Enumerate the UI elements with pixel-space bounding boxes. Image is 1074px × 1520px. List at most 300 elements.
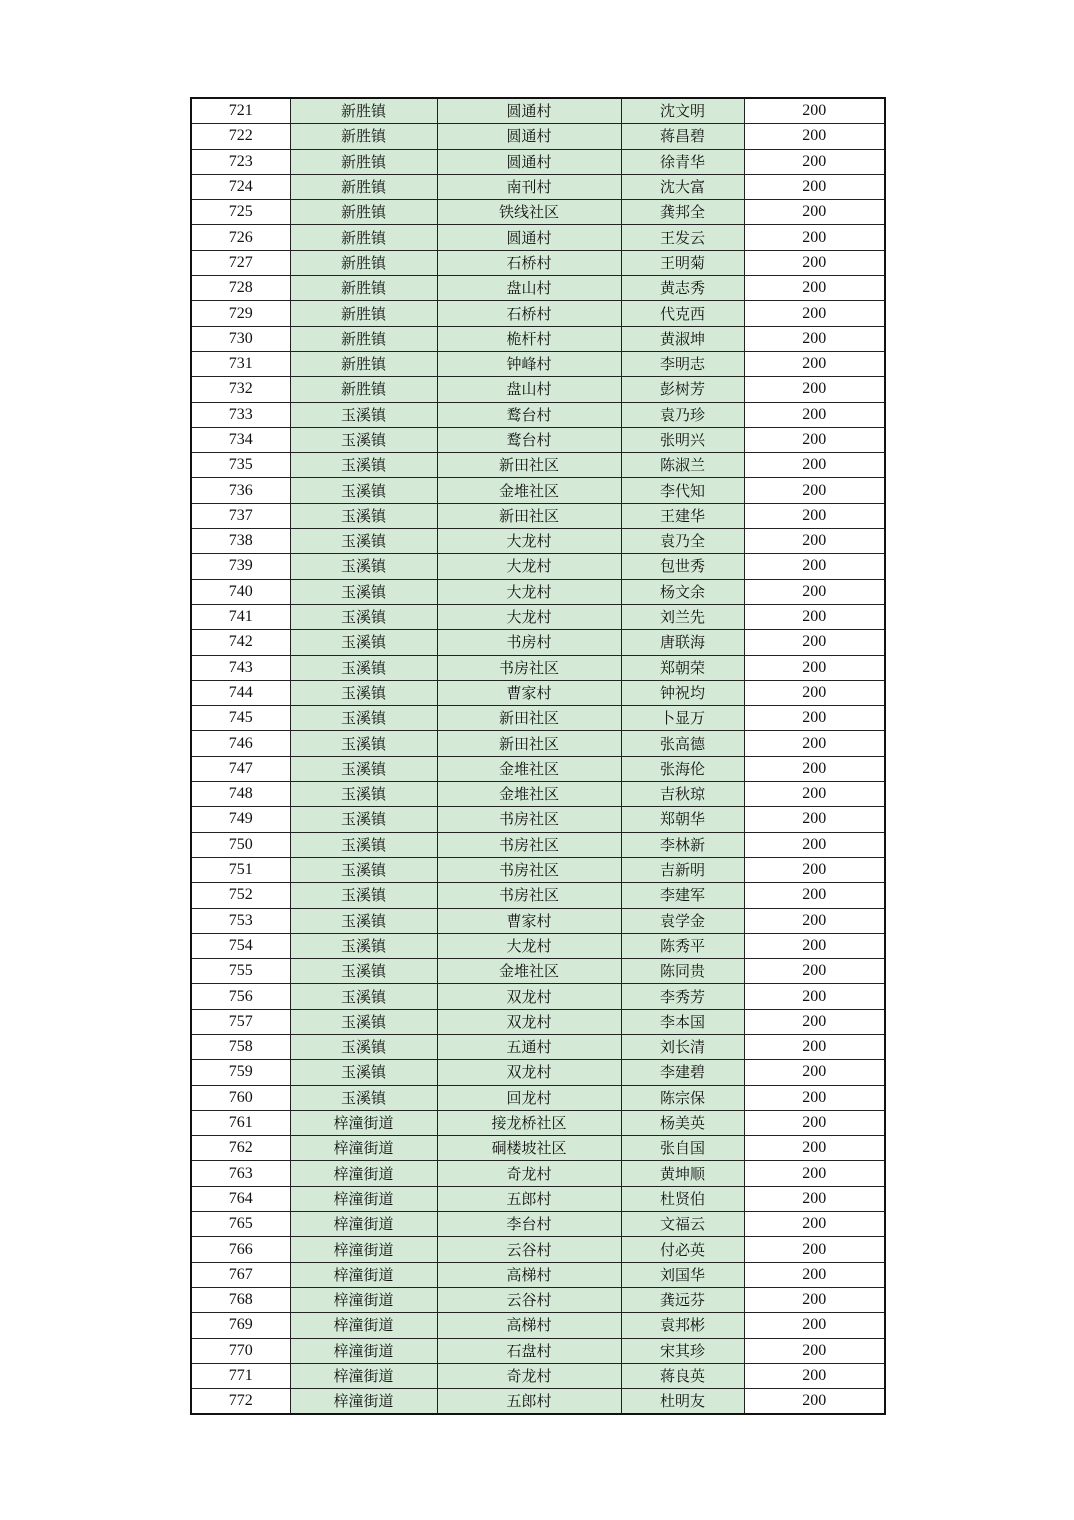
row-number-cell: 755 <box>191 959 290 984</box>
name-cell: 沈文明 <box>621 98 744 124</box>
row-number-cell: 754 <box>191 933 290 958</box>
table-row <box>191 706 885 731</box>
amount-cell: 200 <box>744 933 885 958</box>
row-number-cell: 770 <box>191 1338 290 1363</box>
amount-cell: 200 <box>744 402 885 427</box>
row-number-cell: 741 <box>191 604 290 629</box>
name-cell: 吉秋琼 <box>621 782 744 807</box>
name-cell: 彭树芳 <box>621 377 744 402</box>
name-cell: 袁学金 <box>621 908 744 933</box>
table-row <box>191 554 885 579</box>
amount-cell: 200 <box>744 883 885 908</box>
row-number-cell: 746 <box>191 731 290 756</box>
town-cell: 玉溪镇 <box>290 529 437 554</box>
village-cell: 金堆社区 <box>437 756 621 781</box>
village-cell: 大龙村 <box>437 933 621 958</box>
town-cell: 玉溪镇 <box>290 503 437 528</box>
table-row <box>191 1363 885 1388</box>
row-number-cell: 737 <box>191 503 290 528</box>
name-cell: 蒋昌碧 <box>621 124 744 149</box>
name-cell: 张自国 <box>621 1136 744 1161</box>
amount-cell: 200 <box>744 427 885 452</box>
row-number-cell: 723 <box>191 149 290 174</box>
amount-cell: 200 <box>744 1085 885 1110</box>
village-cell: 新田社区 <box>437 503 621 528</box>
table-row <box>191 124 885 149</box>
village-cell: 李台村 <box>437 1212 621 1237</box>
town-cell: 梓潼街道 <box>290 1237 437 1262</box>
amount-cell: 200 <box>744 1110 885 1135</box>
table-row <box>191 453 885 478</box>
name-cell: 袁邦彬 <box>621 1313 744 1338</box>
name-cell: 唐联海 <box>621 630 744 655</box>
amount-cell: 200 <box>744 1313 885 1338</box>
town-cell: 玉溪镇 <box>290 655 437 680</box>
town-cell: 新胜镇 <box>290 377 437 402</box>
village-cell: 大龙村 <box>437 554 621 579</box>
amount-cell: 200 <box>744 225 885 250</box>
name-cell: 代克西 <box>621 301 744 326</box>
table-row <box>191 883 885 908</box>
table-body <box>191 98 885 1414</box>
row-number-cell: 727 <box>191 250 290 275</box>
row-number-cell: 735 <box>191 453 290 478</box>
row-number-cell: 728 <box>191 276 290 301</box>
row-number-cell: 771 <box>191 1363 290 1388</box>
town-cell: 新胜镇 <box>290 276 437 301</box>
name-cell: 张高德 <box>621 731 744 756</box>
amount-cell: 200 <box>744 453 885 478</box>
village-cell: 新田社区 <box>437 731 621 756</box>
town-cell: 玉溪镇 <box>290 478 437 503</box>
town-cell: 玉溪镇 <box>290 579 437 604</box>
row-number-cell: 759 <box>191 1060 290 1085</box>
village-cell: 云谷村 <box>437 1237 621 1262</box>
town-cell: 玉溪镇 <box>290 604 437 629</box>
name-cell: 黄志秀 <box>621 276 744 301</box>
town-cell: 玉溪镇 <box>290 1034 437 1059</box>
table-row <box>191 1338 885 1363</box>
name-cell: 黄淑坤 <box>621 326 744 351</box>
amount-cell: 200 <box>744 1389 885 1415</box>
village-cell: 双龙村 <box>437 984 621 1009</box>
table-row <box>191 1085 885 1110</box>
name-cell: 蒋良英 <box>621 1363 744 1388</box>
row-number-cell: 747 <box>191 756 290 781</box>
table-row <box>191 807 885 832</box>
amount-cell: 200 <box>744 276 885 301</box>
town-cell: 玉溪镇 <box>290 731 437 756</box>
name-cell: 沈大富 <box>621 174 744 199</box>
row-number-cell: 769 <box>191 1313 290 1338</box>
village-cell: 曹家村 <box>437 908 621 933</box>
row-number-cell: 762 <box>191 1136 290 1161</box>
village-cell: 圆通村 <box>437 225 621 250</box>
amount-cell: 200 <box>744 1237 885 1262</box>
town-cell: 梓潼街道 <box>290 1136 437 1161</box>
table-row <box>191 933 885 958</box>
table-row <box>191 1034 885 1059</box>
town-cell: 梓潼街道 <box>290 1338 437 1363</box>
town-cell: 玉溪镇 <box>290 453 437 478</box>
town-cell: 新胜镇 <box>290 351 437 376</box>
table-row <box>191 1136 885 1161</box>
village-cell: 奇龙村 <box>437 1363 621 1388</box>
village-cell: 鹜台村 <box>437 427 621 452</box>
town-cell: 玉溪镇 <box>290 554 437 579</box>
village-cell: 曹家村 <box>437 680 621 705</box>
name-cell: 刘兰先 <box>621 604 744 629</box>
name-cell: 李秀芳 <box>621 984 744 1009</box>
name-cell: 徐青华 <box>621 149 744 174</box>
village-cell: 书房社区 <box>437 883 621 908</box>
table-row <box>191 984 885 1009</box>
town-cell: 新胜镇 <box>290 98 437 124</box>
table-row <box>191 1212 885 1237</box>
name-cell: 王发云 <box>621 225 744 250</box>
name-cell: 陈秀平 <box>621 933 744 958</box>
table-row <box>191 1186 885 1211</box>
table-row <box>191 377 885 402</box>
town-cell: 玉溪镇 <box>290 427 437 452</box>
town-cell: 玉溪镇 <box>290 756 437 781</box>
table-row <box>191 1161 885 1186</box>
village-cell: 大龙村 <box>437 604 621 629</box>
village-cell: 五郎村 <box>437 1389 621 1415</box>
row-number-cell: 749 <box>191 807 290 832</box>
amount-cell: 200 <box>744 478 885 503</box>
row-number-cell: 767 <box>191 1262 290 1287</box>
amount-cell: 200 <box>744 554 885 579</box>
table-row <box>191 200 885 225</box>
town-cell: 新胜镇 <box>290 225 437 250</box>
name-cell: 文福云 <box>621 1212 744 1237</box>
name-cell: 杜明友 <box>621 1389 744 1415</box>
amount-cell: 200 <box>744 1034 885 1059</box>
amount-cell: 200 <box>744 655 885 680</box>
amount-cell: 200 <box>744 98 885 124</box>
name-cell: 张明兴 <box>621 427 744 452</box>
town-cell: 玉溪镇 <box>290 706 437 731</box>
row-number-cell: 742 <box>191 630 290 655</box>
name-cell: 李代知 <box>621 478 744 503</box>
amount-cell: 200 <box>744 630 885 655</box>
row-number-cell: 725 <box>191 200 290 225</box>
town-cell: 玉溪镇 <box>290 984 437 1009</box>
town-cell: 新胜镇 <box>290 200 437 225</box>
table-row <box>191 351 885 376</box>
amount-cell: 200 <box>744 857 885 882</box>
name-cell: 张海伦 <box>621 756 744 781</box>
name-cell: 付必英 <box>621 1237 744 1262</box>
name-cell: 卜显万 <box>621 706 744 731</box>
amount-cell: 200 <box>744 174 885 199</box>
row-number-cell: 745 <box>191 706 290 731</box>
village-cell: 接龙桥社区 <box>437 1110 621 1135</box>
village-cell: 铁线社区 <box>437 200 621 225</box>
amount-cell: 200 <box>744 1363 885 1388</box>
row-number-cell: 722 <box>191 124 290 149</box>
row-number-cell: 756 <box>191 984 290 1009</box>
name-cell: 陈同贵 <box>621 959 744 984</box>
town-cell: 玉溪镇 <box>290 1085 437 1110</box>
table-row <box>191 959 885 984</box>
village-cell: 书房社区 <box>437 857 621 882</box>
town-cell: 梓潼街道 <box>290 1161 437 1186</box>
table-row <box>191 503 885 528</box>
row-number-cell: 772 <box>191 1389 290 1415</box>
amount-cell: 200 <box>744 124 885 149</box>
town-cell: 新胜镇 <box>290 149 437 174</box>
village-cell: 圆通村 <box>437 149 621 174</box>
town-cell: 玉溪镇 <box>290 908 437 933</box>
name-cell: 龚邦全 <box>621 200 744 225</box>
row-number-cell: 758 <box>191 1034 290 1059</box>
village-cell: 书房社区 <box>437 807 621 832</box>
town-cell: 玉溪镇 <box>290 402 437 427</box>
village-cell: 金堆社区 <box>437 478 621 503</box>
amount-cell: 200 <box>744 1060 885 1085</box>
amount-cell: 200 <box>744 807 885 832</box>
name-cell: 杨文余 <box>621 579 744 604</box>
village-cell: 奇龙村 <box>437 1161 621 1186</box>
table-row <box>191 1060 885 1085</box>
village-cell: 新田社区 <box>437 706 621 731</box>
town-cell: 梓潼街道 <box>290 1262 437 1287</box>
amount-cell: 200 <box>744 832 885 857</box>
row-number-cell: 740 <box>191 579 290 604</box>
name-cell: 龚远芬 <box>621 1287 744 1312</box>
name-cell: 刘国华 <box>621 1262 744 1287</box>
amount-cell: 200 <box>744 756 885 781</box>
row-number-cell: 733 <box>191 402 290 427</box>
name-cell: 袁乃全 <box>621 529 744 554</box>
name-cell: 郑朝华 <box>621 807 744 832</box>
name-cell: 李林新 <box>621 832 744 857</box>
town-cell: 梓潼街道 <box>290 1212 437 1237</box>
village-cell: 石桥村 <box>437 250 621 275</box>
town-cell: 玉溪镇 <box>290 959 437 984</box>
amount-cell: 200 <box>744 1009 885 1034</box>
town-cell: 玉溪镇 <box>290 807 437 832</box>
row-number-cell: 765 <box>191 1212 290 1237</box>
village-cell: 云谷村 <box>437 1287 621 1312</box>
row-number-cell: 768 <box>191 1287 290 1312</box>
row-number-cell: 739 <box>191 554 290 579</box>
table-row <box>191 402 885 427</box>
amount-cell: 200 <box>744 579 885 604</box>
name-cell: 陈淑兰 <box>621 453 744 478</box>
name-cell: 杨美英 <box>621 1110 744 1135</box>
row-number-cell: 738 <box>191 529 290 554</box>
village-cell: 书房社区 <box>437 832 621 857</box>
name-cell: 郑朝荣 <box>621 655 744 680</box>
amount-cell: 200 <box>744 731 885 756</box>
amount-cell: 200 <box>744 984 885 1009</box>
amount-cell: 200 <box>744 1287 885 1312</box>
amount-cell: 200 <box>744 782 885 807</box>
table-row <box>191 1313 885 1338</box>
town-cell: 新胜镇 <box>290 174 437 199</box>
town-cell: 新胜镇 <box>290 250 437 275</box>
town-cell: 新胜镇 <box>290 301 437 326</box>
amount-cell: 200 <box>744 1161 885 1186</box>
row-number-cell: 743 <box>191 655 290 680</box>
row-number-cell: 753 <box>191 908 290 933</box>
town-cell: 梓潼街道 <box>290 1363 437 1388</box>
village-cell: 高梯村 <box>437 1313 621 1338</box>
table-row <box>191 630 885 655</box>
table-row <box>191 250 885 275</box>
town-cell: 梓潼街道 <box>290 1313 437 1338</box>
village-cell: 石桥村 <box>437 301 621 326</box>
row-number-cell: 748 <box>191 782 290 807</box>
town-cell: 梓潼街道 <box>290 1110 437 1135</box>
town-cell: 玉溪镇 <box>290 857 437 882</box>
name-cell: 王建华 <box>621 503 744 528</box>
table-row <box>191 276 885 301</box>
village-cell: 双龙村 <box>437 1060 621 1085</box>
row-number-cell: 730 <box>191 326 290 351</box>
village-cell: 五郎村 <box>437 1186 621 1211</box>
amount-cell: 200 <box>744 503 885 528</box>
amount-cell: 200 <box>744 680 885 705</box>
row-number-cell: 761 <box>191 1110 290 1135</box>
name-cell: 王明菊 <box>621 250 744 275</box>
table-row <box>191 149 885 174</box>
amount-cell: 200 <box>744 351 885 376</box>
row-number-cell: 750 <box>191 832 290 857</box>
table-row <box>191 174 885 199</box>
village-cell: 金堆社区 <box>437 782 621 807</box>
village-cell: 盘山村 <box>437 276 621 301</box>
row-number-cell: 734 <box>191 427 290 452</box>
amount-cell: 200 <box>744 1212 885 1237</box>
village-cell: 鹜台村 <box>437 402 621 427</box>
row-number-cell: 766 <box>191 1237 290 1262</box>
village-cell: 盘山村 <box>437 377 621 402</box>
table-row <box>191 1237 885 1262</box>
town-cell: 玉溪镇 <box>290 1060 437 1085</box>
table-row <box>191 478 885 503</box>
table-row <box>191 756 885 781</box>
village-cell: 金堆社区 <box>437 959 621 984</box>
table-row <box>191 225 885 250</box>
town-cell: 玉溪镇 <box>290 933 437 958</box>
amount-cell: 200 <box>744 1186 885 1211</box>
name-cell: 黄坤顺 <box>621 1161 744 1186</box>
amount-cell: 200 <box>744 1136 885 1161</box>
amount-cell: 200 <box>744 1262 885 1287</box>
village-cell: 桅杆村 <box>437 326 621 351</box>
table-row <box>191 857 885 882</box>
row-number-cell: 724 <box>191 174 290 199</box>
amount-cell: 200 <box>744 149 885 174</box>
amount-cell: 200 <box>744 377 885 402</box>
table-row <box>191 1110 885 1135</box>
village-cell: 硐楼坡社区 <box>437 1136 621 1161</box>
row-number-cell: 721 <box>191 98 290 124</box>
town-cell: 梓潼街道 <box>290 1186 437 1211</box>
table-row <box>191 680 885 705</box>
row-number-cell: 757 <box>191 1009 290 1034</box>
village-cell: 大龙村 <box>437 579 621 604</box>
table-row <box>191 1287 885 1312</box>
name-cell: 包世秀 <box>621 554 744 579</box>
amount-cell: 200 <box>744 250 885 275</box>
table-row <box>191 301 885 326</box>
table-row <box>191 98 885 124</box>
table-row <box>191 427 885 452</box>
row-number-cell: 752 <box>191 883 290 908</box>
subsidy-roster-table <box>190 97 886 1415</box>
village-cell: 回龙村 <box>437 1085 621 1110</box>
table-row <box>191 579 885 604</box>
amount-cell: 200 <box>744 908 885 933</box>
row-number-cell: 736 <box>191 478 290 503</box>
table-row <box>191 655 885 680</box>
table-row <box>191 782 885 807</box>
town-cell: 玉溪镇 <box>290 1009 437 1034</box>
amount-cell: 200 <box>744 200 885 225</box>
village-cell: 钟峰村 <box>437 351 621 376</box>
row-number-cell: 760 <box>191 1085 290 1110</box>
village-cell: 五通村 <box>437 1034 621 1059</box>
table-row <box>191 908 885 933</box>
amount-cell: 200 <box>744 959 885 984</box>
village-cell: 高梯村 <box>437 1262 621 1287</box>
village-cell: 圆通村 <box>437 124 621 149</box>
town-cell: 玉溪镇 <box>290 782 437 807</box>
table-row <box>191 832 885 857</box>
village-cell: 大龙村 <box>437 529 621 554</box>
village-cell: 书房村 <box>437 630 621 655</box>
town-cell: 玉溪镇 <box>290 832 437 857</box>
row-number-cell: 726 <box>191 225 290 250</box>
village-cell: 书房社区 <box>437 655 621 680</box>
table-row <box>191 1262 885 1287</box>
table-row <box>191 1389 885 1415</box>
table-row <box>191 1009 885 1034</box>
row-number-cell: 729 <box>191 301 290 326</box>
amount-cell: 200 <box>744 706 885 731</box>
row-number-cell: 763 <box>191 1161 290 1186</box>
name-cell: 宋其珍 <box>621 1338 744 1363</box>
name-cell: 刘长清 <box>621 1034 744 1059</box>
town-cell: 新胜镇 <box>290 326 437 351</box>
amount-cell: 200 <box>744 301 885 326</box>
town-cell: 玉溪镇 <box>290 883 437 908</box>
village-cell: 新田社区 <box>437 453 621 478</box>
amount-cell: 200 <box>744 529 885 554</box>
name-cell: 李建碧 <box>621 1060 744 1085</box>
village-cell: 圆通村 <box>437 98 621 124</box>
name-cell: 李本国 <box>621 1009 744 1034</box>
town-cell: 玉溪镇 <box>290 680 437 705</box>
town-cell: 玉溪镇 <box>290 630 437 655</box>
row-number-cell: 732 <box>191 377 290 402</box>
name-cell: 陈宗保 <box>621 1085 744 1110</box>
name-cell: 钟祝均 <box>621 680 744 705</box>
table-row <box>191 731 885 756</box>
table-row <box>191 326 885 351</box>
town-cell: 梓潼街道 <box>290 1389 437 1415</box>
row-number-cell: 751 <box>191 857 290 882</box>
village-cell: 南刊村 <box>437 174 621 199</box>
row-number-cell: 731 <box>191 351 290 376</box>
town-cell: 新胜镇 <box>290 124 437 149</box>
row-number-cell: 764 <box>191 1186 290 1211</box>
